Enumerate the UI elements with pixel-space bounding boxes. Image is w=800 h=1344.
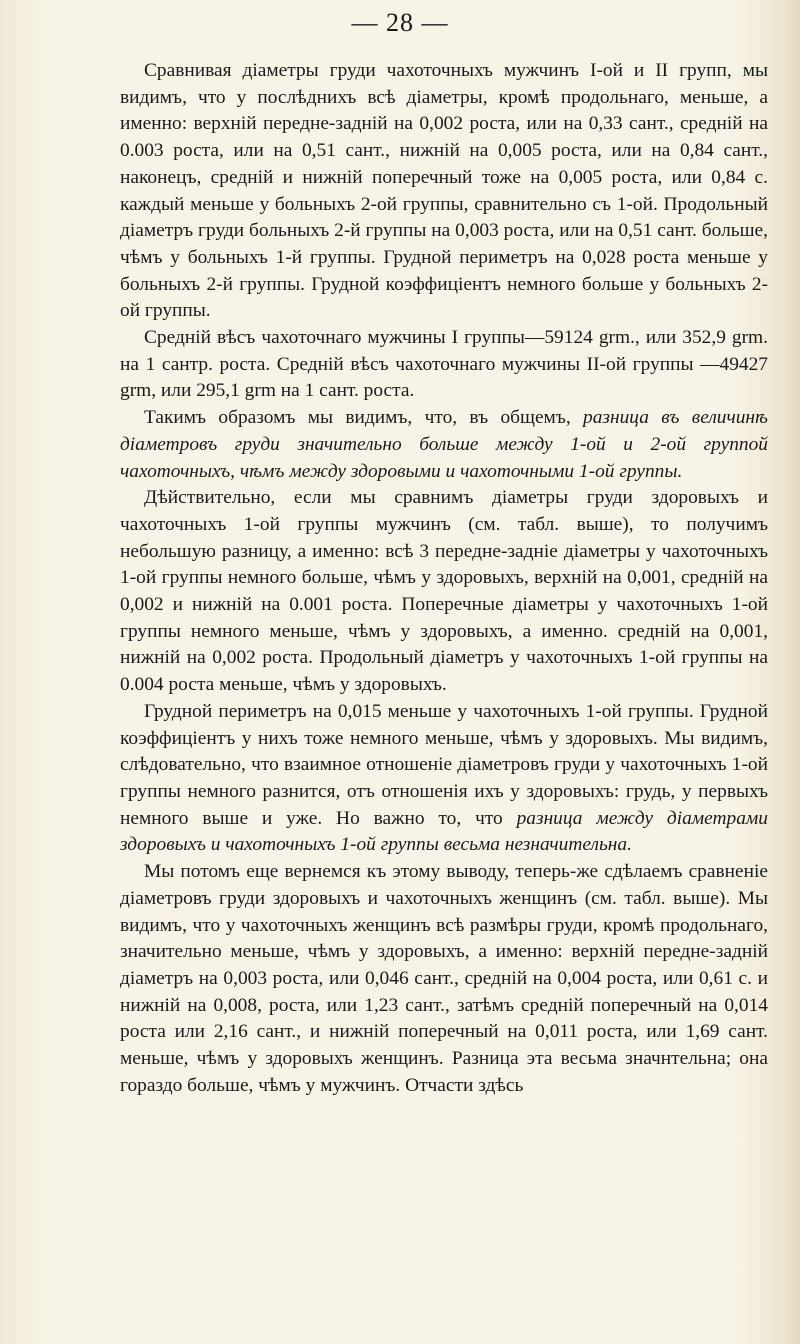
- italic-text: разница въ величинѣ діаметровъ груди значительно больше между 1-ой и 2-ой группой чахоточныхъ, чѣмъ между здоровыми и чахоточными 1-ой группы.: [120, 407, 768, 482]
- text-run: Дѣйствительно, если мы сравнимъ діаметры груди здоровыхъ и чахоточныхъ 1-ой группы мужчинъ (см. табл. выше), то получимъ небольшую разницу, а именно: всѣ 3 передне-задніе діаметры у чахоточныхъ 1-ой группы немного больше, чѣмъ у здоровыхъ, верхній на 0,001, средній на 0,002 и нижній на 0.001 роста. Поперечные діаметры у чахоточныхъ 1-ой группы немного меньше, чѣмъ у здоровыхъ, а именно. средній на 0,001, нижній на 0,002 роста. Продольный діаметръ у чахоточныхъ 1-ой группы на 0.004 роста меньше, чѣмъ у здоровыхъ.: [120, 487, 768, 696]
- text-run: Такимъ образомъ мы видимъ, что, въ общемъ,: [144, 407, 584, 429]
- text-run: Грудной периметръ на 0,015 меньше у чахоточныхъ 1-ой группы. Грудной коэффиціентъ у нихъ тоже немного меньше, чѣмъ у здоровыхъ. Мы видимъ, слѣдовательно, что взаимное отношеніе діаметровъ груди у чахоточныхъ 1-ой группы немного разнится, отъ отношенія ихъ у здоровыхъ: грудь, у первыхъ немного выше и уже. Но важно то, что: [120, 700, 768, 829]
- text-run: Мы потомъ еще вернемся къ этому выводу, теперь-же сдѣлаемъ сравненіе діаметровъ груди здоровыхъ и чахоточныхъ женщинъ (см. табл. выше). Мы видимъ, что у чахоточныхъ женщинъ всѣ размѣры груди, кромѣ продольнаго, значительно меньше, чѣмъ у здоровыхъ, а именно: верхній передне-задній діаметръ на 0,003 роста, или 0,046 сант., средній на 0,004 роста, или 0,61 с. и нижній на 0,008, роста, или 1,23 сант., затѣмъ средній поперечный на 0,014 роста или 2,16 сант., и нижній поперечный на 0,011 роста, или 1,69 сант. меньше, чѣмъ у здоровыхъ женщинъ. Разница эта весьма значнтельна; она гораздо больше, чѣмъ у мужчинъ. Отчасти здѣсь: [120, 861, 768, 1096]
- paragraph: [120, 699, 768, 859]
- italic-text: разница между діаметрами здоровыхъ и чахоточныхъ 1-ой группы весьма незначительна.: [120, 807, 769, 856]
- paragraph: [120, 485, 768, 699]
- text-run: Средній вѣсъ чахоточнаго мужчины I группы—59124 grm., или 352,9 grm. на 1 сантр. роста. Средній вѣсъ чахоточнаго мужчины II-ой группы —49427 grm, или 295,1 grm на 1 сант. роста.: [120, 327, 768, 402]
- page-number: — 28 —: [351, 8, 449, 37]
- text-run: Сравнивая діаметры груди чахоточныхъ мужчинъ I-ой и II групп, мы видимъ, что у послѣднихъ всѣ діаметры, кромѣ продольнаго, меньше, а именно: верхній передне-задній на 0,002 роста, или на 0,33 сант., средній на 0.003 роста, или на 0,51 сант., нижній на 0,005 роста, или на 0,84 сант., наконецъ, средній и нижній поперечный тоже на 0,005 роста, или 0,84 с. каждый меньше у больныхъ 2-ой группы, сравнительно съ 1-ой. Продольный діаметръ груди больныхъ 2-й группы на 0,003 роста, или на 0,51 сант. больше, чѣмъ у больныхъ 1-й группы. Грудной периметръ на 0,028 роста меньше у больныхъ 2-й группы. Грудной коэффиціентъ немного больше у больныхъ 2-ой группы.: [120, 60, 768, 322]
- paragraph: [120, 58, 768, 325]
- paragraph: [120, 405, 768, 485]
- paragraph: [120, 859, 768, 1099]
- paragraph: [120, 325, 768, 405]
- body-text: [120, 58, 768, 1099]
